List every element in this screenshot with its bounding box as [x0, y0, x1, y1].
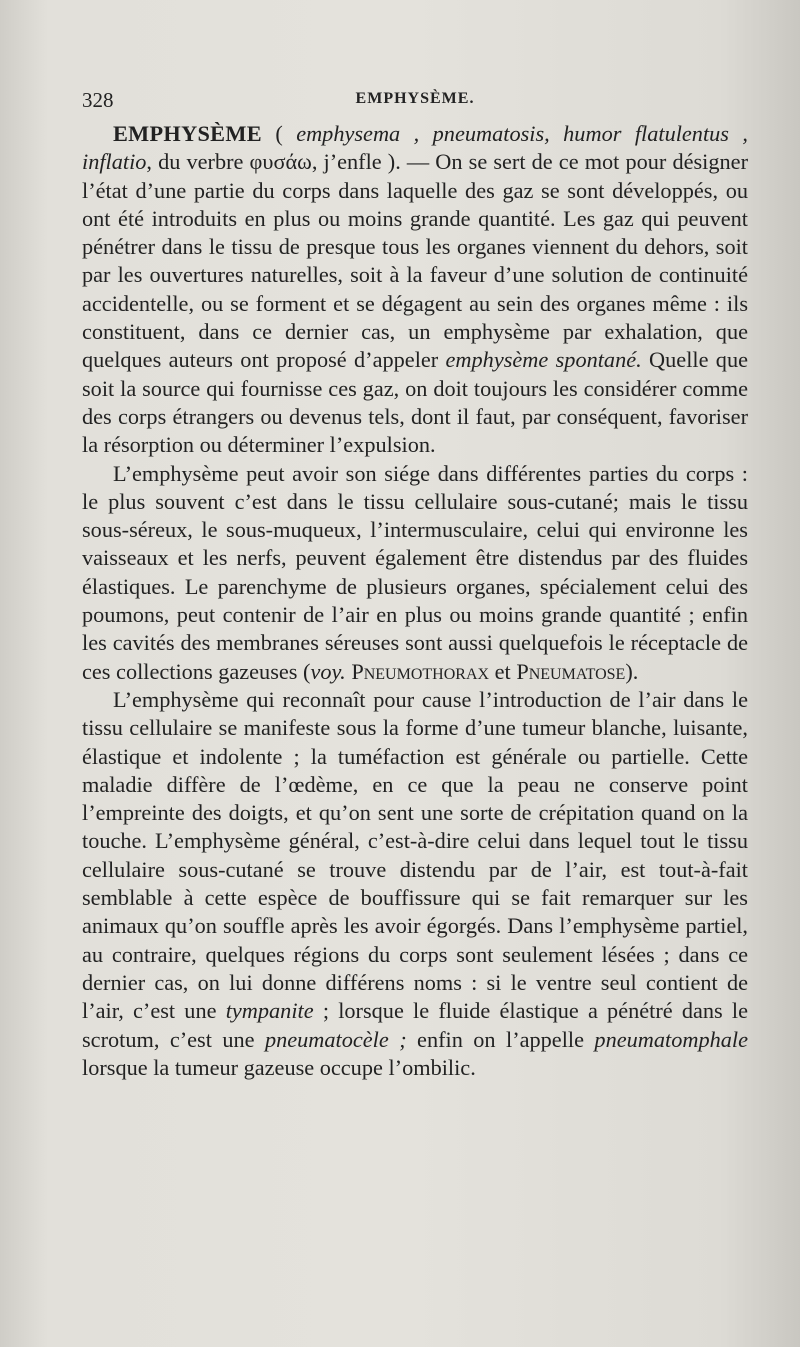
- body-text: [82, 120, 748, 1082]
- paragraph-3: L’emphysème qui reconnaît pour cause l’introduction de l’air dans le tissu cellulaire se manifeste sous la forme d’une tumeur blanche, luisante, élastique et indolente ; la tuméfaction est générale ou partielle. Cette maladie diffère de l’œdème, en ce que la peau ne conserve point l’empreinte des doigts, et qu’on sent une sorte de crépitation quand on la touche. L’emphysème général, c’est-à-dire celui dans lequel tout le tissu cellulaire sous-cutané se trouve distendu par de l’air, est tout-à-fait semblable à cette espèce de bouffissure qui se fait remarquer sur les animaux qu’on souffle après les avoir égorgés. Dans l’emphysème partiel, au contraire, quelques régions du corps sont seulement lésées ; dans ce dernier cas, on lui donne différens noms : si le ventre seul contient de l’air, c’est une tympanite ; lorsque le fluide élastique a pénétré dans le scrotum, c’est une pneumatocèle ; enfin on l’appelle pneumatomphale lorsque la tumeur gazeuse occupe l’ombilic.: [82, 686, 749, 1080]
- paragraph-1: EMPHYSÈME ( emphysema , pneumatosis, humor flatulentus , inflatio, du verbre φυσάω, j’enfle ). — On se sert de ce mot pour désigner l’état d’une partie du corps dans laquelle des gaz se sont développés, ou ont été introduits en plus ou moins grande quantité. Les gaz qui peuvent pénétrer dans le tissu de presque tous les organes viennent du dehors, soit par les ouvertures naturelles, soit à la faveur d’une solution de continuité accidentelle, ou se forment et se dégagent au sein des organes même : ils constituent, dans ce dernier cas, un emphysème par exhalation, que quelques auteurs ont proposé d’appeler emphysème spontané. Quelle que soit la source qui fournisse ces gaz, on doit toujours les considérer comme des corps étrangers ou devenus tels, dont il faut, par conséquent, favoriser la résorption ou déterminer l’expulsion.: [82, 121, 748, 458]
- cross-reference-pneumatose: Pneumatose: [516, 658, 626, 684]
- running-head: [82, 88, 748, 118]
- page-heading: EMPHYSÈME.: [355, 90, 475, 107]
- cross-reference-pneumothorax: Pneumothorax: [351, 658, 490, 684]
- paragraph-2: L’emphysème peut avoir son siége dans différentes parties du corps : le plus souvent c’est dans le tissu cellulaire sous-cutané; mais le tissu sous-séreux, le sous-muqueux, l’intermusculaire, celui qui environne les vaisseaux et les nerfs, peuvent également être distendus par des fluides élastiques. Le parenchyme de plusieurs organes, spécialement celui des poumons, peut contenir de l’air en plus ou moins grande quantité ; enfin les cavités des membranes séreuses sont aussi quelquefois le réceptacle de ces collections gazeuses (voy. Pneumothorax et Pneumatose).: [82, 460, 748, 684]
- page-number: 328: [82, 88, 114, 112]
- entry-term: EMPHYSÈME: [113, 121, 262, 146]
